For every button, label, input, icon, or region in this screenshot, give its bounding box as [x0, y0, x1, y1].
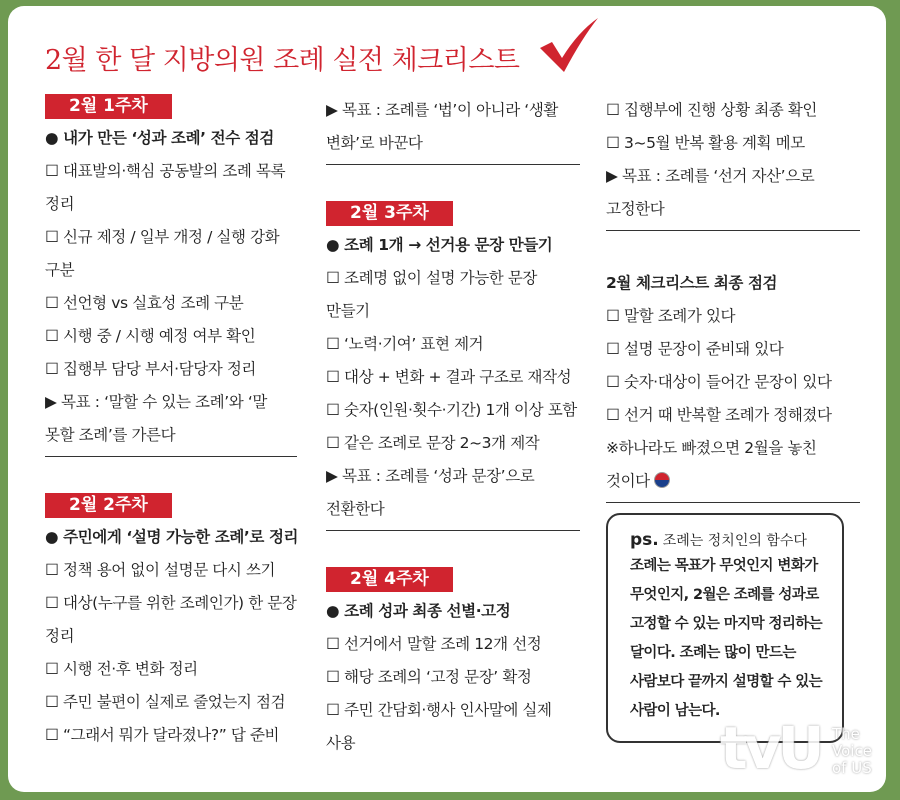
list-item: ☐ 선언형 vs 실효성 조례 구분 — [45, 294, 244, 312]
week-1-goal: ▶ 목표 : ‘말할 수 있는 조례’와 ‘말 못할 조례’를 가른다 — [45, 393, 267, 444]
list-item: ☐ ‘노력·기여’ 표현 제거 — [326, 335, 484, 353]
week-4-label: 2월 4주차 — [326, 567, 453, 592]
logo-tagline-2: Voice — [832, 742, 872, 760]
list-item: ☐ 정책 용어 없이 설명문 다시 쓰기 — [45, 561, 276, 579]
list-item: ☐ 시행 전·후 변화 정리 — [45, 660, 198, 678]
list-item: ☐ 말할 조례가 있다 — [606, 307, 736, 325]
divider — [45, 456, 297, 457]
logo-tagline-1: The — [832, 725, 860, 743]
divider — [326, 164, 580, 165]
logo-tagline — [832, 726, 872, 777]
week-2-section — [45, 493, 297, 752]
final-note-text: ※하나라도 빠졌으면 2월을 놓친 것이다 — [606, 439, 817, 490]
list-item: ☐ 선거에서 말할 조례 12개 선정 — [326, 635, 542, 653]
divider — [606, 502, 860, 503]
list-item: ☐ 조례명 없이 설명 가능한 문장 만들기 — [326, 269, 538, 320]
checkmark-icon — [538, 18, 600, 74]
week-2-goal: ▶ 목표 : 조례를 ‘법’이 아니라 ‘생활 변화’로 바꾼다 — [326, 101, 558, 152]
final-note — [606, 432, 860, 498]
column-1 — [45, 94, 297, 752]
week-3-goal: ▶ 목표 : 조례를 ‘성과 문장’으로 전환한다 — [326, 467, 535, 518]
list-item: ☐ 같은 조례로 문장 2~3개 제작 — [326, 434, 540, 452]
week-1-label: 2월 1주차 — [45, 94, 172, 119]
column-2 — [326, 94, 580, 760]
ps-label: ps. — [630, 530, 659, 550]
list-item: ☐ “그래서 뭐가 달라졌나?” 답 준비 — [45, 726, 280, 744]
list-item: ☐ 신규 제정 / 일부 개정 / 실행 강화 구분 — [45, 228, 280, 279]
final-check-heading: 2월 체크리스트 최종 점검 — [606, 274, 778, 292]
korea-flag-icon — [654, 472, 670, 488]
list-item: ☐ 주민 불편이 실제로 줄었는지 점검 — [45, 693, 286, 711]
list-item: ☐ 선거 때 반복할 조례가 정해졌다 — [606, 406, 832, 424]
list-item: ☐ 숫자·대상이 들어간 문장이 있다 — [606, 373, 832, 391]
ps-body: 조례는 목표가 무엇인지 변화가 무엇인지, 2월은 조례를 성과로 고정할 수 있는 마지막 정리하는 달이다. 조례는 많이 만드는 사람보다 끝까지 설명할 수 있는 사람이 남는다. — [630, 558, 823, 719]
list-item: ☐ 대상(누구를 위한 조례인가) 한 문장 정리 — [45, 594, 297, 645]
divider — [326, 530, 580, 531]
week-4-goal: ▶ 목표 : 조례를 ‘선거 자산’으로 고정한다 — [606, 167, 815, 218]
list-item: ☐ 해당 조례의 ‘고정 문장’ 확정 — [326, 668, 532, 686]
week-1-heading: ● 내가 만든 ‘성과 조례’ 전수 점검 — [45, 129, 274, 147]
week-2-label: 2월 2주차 — [45, 493, 172, 518]
week-2-heading: ● 주민에게 ‘설명 가능한 조례’로 정리 — [45, 528, 299, 546]
list-item: ☐ 시행 중 / 시행 예정 여부 확인 — [45, 327, 256, 345]
list-item: ☐ 주민 간담회·행사 인사말에 실제 사용 — [326, 701, 552, 752]
column-3 — [606, 94, 860, 503]
week-4-heading: ● 조례 성과 최종 선별·고정 — [326, 602, 511, 620]
week-3-section — [326, 201, 580, 531]
list-item: ☐ 대표발의·핵심 공동발의 조례 목록 정리 — [45, 162, 286, 213]
week-3-label: 2월 3주차 — [326, 201, 453, 226]
list-item: ☐ 집행부 담당 부서·담당자 정리 — [45, 360, 257, 378]
list-item: ☐ 숫자(인원·횟수·기간) 1개 이상 포함 — [326, 401, 577, 419]
page-title: 2월 한 달 지방의원 조례 실전 체크리스트 — [45, 45, 520, 76]
ps-header — [630, 529, 830, 552]
ps-subtitle: 조례는 정치인의 함수다 — [662, 533, 807, 549]
tvu-logo — [720, 714, 890, 790]
list-item: ☐ 대상 + 변화 + 결과 구조로 재작성 — [326, 368, 572, 386]
week-3-heading: ● 조례 1개 → 선거용 문장 만들기 — [326, 236, 553, 254]
final-check-section — [606, 267, 860, 503]
ps-box — [606, 513, 844, 743]
list-item: ☐ 집행부에 진행 상황 최종 확인 — [606, 101, 818, 119]
list-item: ☐ 3~5월 반복 활용 계획 메모 — [606, 134, 805, 152]
logo-tagline-3: of US — [832, 759, 872, 777]
logo-mark: tvU — [720, 714, 821, 782]
week-4-section — [326, 567, 580, 760]
divider — [606, 230, 860, 231]
list-item: ☐ 설명 문장이 준비돼 있다 — [606, 340, 784, 358]
